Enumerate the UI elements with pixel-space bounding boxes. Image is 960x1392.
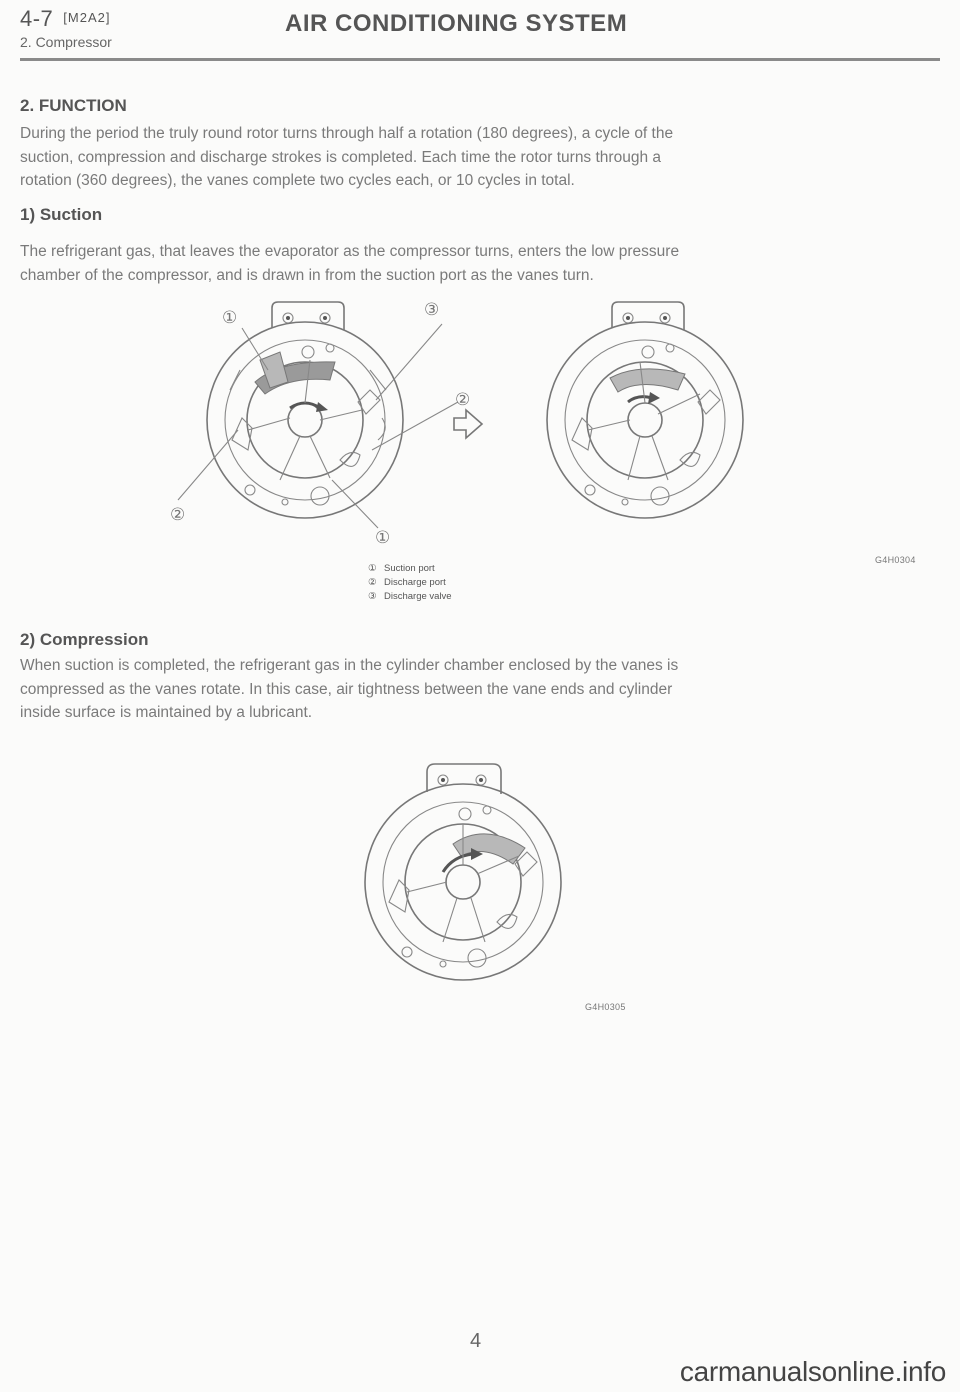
page-title: AIR CONDITIONING SYSTEM (285, 10, 628, 37)
page-number: 4 (470, 1330, 482, 1352)
compression-line: inside surface is maintained by a lubricant. (20, 704, 313, 721)
compression-figure (335, 752, 635, 1002)
suction-line: The refrigerant gas, that leaves the evaporator as the compressor turns, enters the low pressure (20, 243, 680, 260)
compressor-diagram-left (207, 302, 403, 518)
page-subtitle: 2. Compressor (20, 34, 112, 50)
figure-legend (368, 562, 452, 604)
intro-paragraph (20, 122, 950, 193)
compression-line: compressed as the vanes rotate. In this case, air tightness between the vane ends and cylinder (20, 680, 673, 698)
header-divider (20, 58, 940, 61)
callout-discharge-valve: ③ (424, 300, 440, 319)
suction-figure (160, 290, 760, 560)
intro-line: rotation (360 degrees), the vanes complete two cycles each, or 10 cycles in total. (20, 172, 575, 189)
compression-paragraph (20, 654, 950, 725)
legend-item: ① Suction port (368, 563, 435, 574)
compression-heading: 2) Compression (20, 630, 149, 649)
figure-code: G4H0305 (585, 1002, 626, 1012)
section-heading: 2. FUNCTION (20, 96, 127, 115)
callout-discharge-port: ② (455, 390, 471, 409)
callout-suction-port: ① (222, 308, 238, 327)
suction-heading: 1) Suction (20, 205, 103, 224)
suction-paragraph (20, 240, 950, 287)
suction-line: chamber of the compressor, and is drawn in from the suction port as the vanes turn. (20, 266, 594, 284)
legend-item: ② Discharge port (368, 577, 446, 588)
callout-suction-port-lower: ① (375, 528, 391, 547)
direction-arrow-icon (454, 410, 482, 438)
compressor-diagram-right (547, 302, 743, 518)
watermark: carmanualsonline.info (679, 1356, 946, 1387)
intro-line: suction, compression and discharge strokes is completed. Each time the rotor turns through a (20, 148, 661, 166)
page-code: 4-7 [M2A2] (20, 6, 111, 31)
legend-item: ③ Discharge valve (368, 591, 452, 602)
compressor-diagram-compression (365, 764, 561, 980)
ref-tag: [M2A2] (63, 10, 111, 25)
figure-code: G4H0304 (875, 555, 916, 565)
intro-line: During the period the truly round rotor turns through half a rotation (180 degrees), a cycle of the (20, 125, 674, 142)
compression-line: When suction is completed, the refrigerant gas in the cylinder chamber enclosed by the vanes is (20, 657, 679, 674)
callout-discharge-port-lower: ② (170, 505, 186, 524)
